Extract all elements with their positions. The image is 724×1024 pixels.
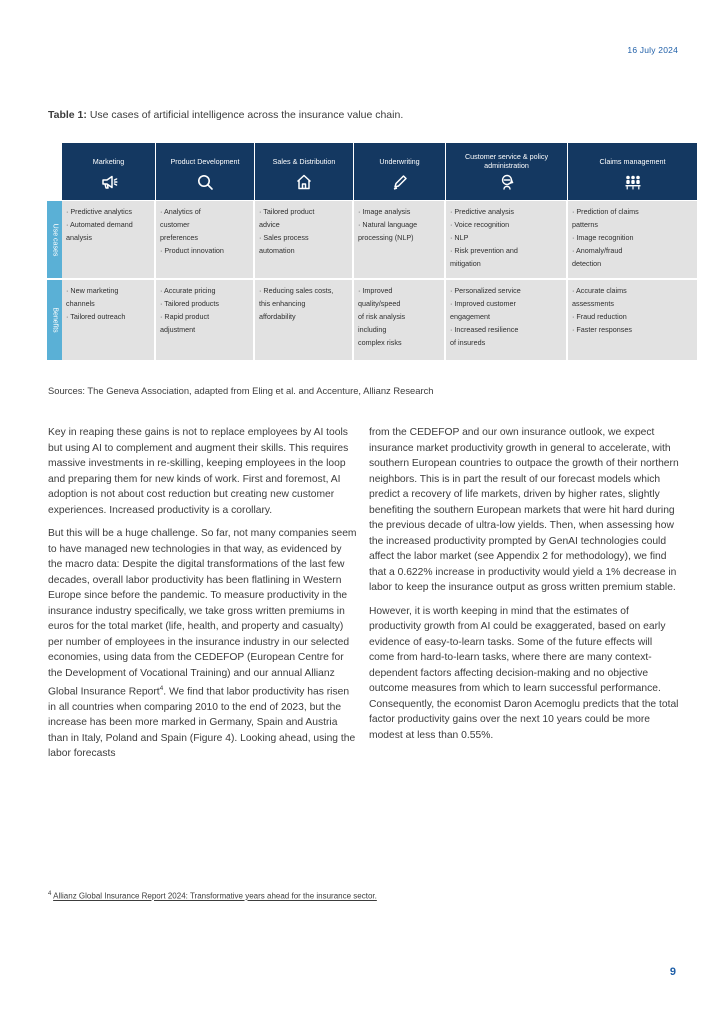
cell-line: · Accurate claims <box>572 286 627 295</box>
cell-line: · Fraud reduction <box>572 312 627 322</box>
benefits-cell-marketing <box>62 280 156 360</box>
cell-line: · Predictive analytics <box>66 207 132 216</box>
column-title: Marketing <box>92 156 125 166</box>
megaphone-icon <box>100 173 118 191</box>
cell-line: this enhancing <box>259 299 306 309</box>
cell-line: · Sales process <box>259 233 309 243</box>
cell-line: · Image analysis <box>358 207 411 216</box>
row-label-use-cases <box>47 201 62 278</box>
cell-line: · Tailored outreach <box>66 312 126 322</box>
cell-line: · Improved <box>358 286 393 295</box>
body-paragraph <box>48 526 358 762</box>
row-label-benefits-text: Benefits <box>51 307 58 333</box>
cell-line: · Faster responses <box>572 325 632 335</box>
cell-line: · Reducing sales costs, <box>259 286 334 295</box>
cell-line: · Risk prevention and <box>450 246 518 256</box>
use-cases-cell-marketing <box>62 201 156 278</box>
body-paragraph: However, it is worth keeping in mind that the estimates of productivity growth from AI could be exaggerated, based on early evidence of easy-to-learn tasks. Some of the future effects will come from hard-to-learn tasks, where there are many context-dependent factors affecting decision-making and no objective outcome measures from which to learn successful performance. Consequently, the economist Daron Acemoglu predicts that the total factor productivity gains over the next 10 years could be more modest at less than 0.55%. <box>369 605 679 741</box>
pen-icon <box>391 173 409 191</box>
cell-line: · Tailored products <box>160 299 219 309</box>
cell-line: · Improved customer <box>450 299 516 309</box>
row-label-use-cases-text: Use cases <box>51 223 58 256</box>
cell-line: channels <box>66 299 95 309</box>
column-header-marketing <box>62 143 156 200</box>
use-cases-row <box>62 201 697 278</box>
footnote-link[interactable]: Allianz Global Insurance Report 2024: Transformative years ahead for the insurance sector. <box>53 891 377 901</box>
table-caption-text: Use cases of artificial intelligence across the insurance value chain. <box>89 109 404 121</box>
cell-line: of risk analysis <box>358 312 406 322</box>
team-icon <box>624 173 642 191</box>
cell-line: · Increased resilience <box>450 325 519 335</box>
footnote-ref[interactable]: 4 <box>159 685 164 692</box>
cell-line: adjustment <box>160 325 196 335</box>
column-title: Product Development <box>170 156 240 166</box>
body-paragraph: from the CEDEFOP and our own insurance outlook, we expect insurance market productivity growth in general to accelerate, with southern European countries to outpace the growth of their northern neighbors. This is in part the result of our forecast models which predict a recovery of life markets, driven by higher rates, slightly benefiting the southern European markets that were hit hard during the previous decade of ultra-low yields. Then, when assessing how the increased productivity prompted by GenAI technologies could affect the labor market (see Appendix 2 for methodology), we find that a 0.622% increase in productivity would yield a 1% decrease in labor to keep the insurance output as gross written premium stable. <box>369 427 679 593</box>
cell-line: preferences <box>160 233 198 243</box>
home-icon <box>295 173 313 191</box>
row-label-benefits <box>47 280 62 360</box>
column-title: Claims management <box>599 156 666 166</box>
page-number: 9 <box>669 966 676 978</box>
cell-line: · Prediction of claims <box>572 207 639 216</box>
column-header-customer-service <box>446 143 568 200</box>
use-cases-cell-customer-service <box>446 201 568 278</box>
cell-line: · Product innovation <box>160 246 224 256</box>
cell-line: advice <box>259 220 280 230</box>
cell-line: analysis <box>66 233 92 243</box>
ai-use-cases-table <box>47 143 697 360</box>
body-paragraph-tail: . We find that labor productivity has risen in all countries when comparing 2010 to the end of 2023, but the increase has been more marked in Germany, Spain and Austria than in Italy, Poland and Spain (Figure 4). Looking ahead, using the labor forecasts <box>48 686 356 760</box>
cell-line: including <box>358 325 387 335</box>
column-header-claims-management <box>568 143 697 200</box>
benefits-cell-sales-distribution <box>255 280 354 360</box>
benefits-cell-customer-service <box>446 280 568 360</box>
search-icon <box>196 173 214 191</box>
benefits-cell-claims-management <box>568 280 697 360</box>
cell-line: · Natural language <box>358 220 418 230</box>
use-cases-cell-claims-management <box>568 201 697 278</box>
cell-line: · NLP <box>450 233 469 243</box>
footnote <box>48 891 377 901</box>
cell-line: · Predictive analysis <box>450 207 514 216</box>
column-title: Sales & Distribution <box>272 156 336 166</box>
benefits-row <box>62 280 697 360</box>
cell-line: complex risks <box>358 338 402 348</box>
benefits-cell-product-development <box>156 280 255 360</box>
cell-line: · Rapid product <box>160 312 210 322</box>
body-paragraph: Key in reaping these gains is not to replace employees by AI tools but using AI to complement and augment their skills. This requires massive investments in re-skilling, keeping employees in the loop and preparing them for new kinds of work. First and foremost, AI adoption is not about cost reduction but creating new customer experiences. Increased productivity is a corollary. <box>48 427 349 516</box>
use-cases-cell-sales-distribution <box>255 201 354 278</box>
cell-line: · Accurate pricing <box>160 286 216 295</box>
cell-line: detection <box>572 259 602 269</box>
cell-line: · Voice recognition <box>450 220 510 230</box>
cell-line: affordability <box>259 312 296 322</box>
column-title: Customer service & policy administration <box>464 152 549 170</box>
cell-line: quality/speed <box>358 299 401 309</box>
cell-line: automation <box>259 246 295 256</box>
cell-line: of insureds <box>450 338 486 348</box>
benefits-cell-underwriting <box>354 280 446 360</box>
cell-line: customer <box>160 220 190 230</box>
cell-line: assessments <box>572 299 614 309</box>
table-sources: Sources: The Geneva Association, adapted from Eling et al. and Accenture, Allianz Research <box>48 385 434 396</box>
report-date: 16 July 2024 <box>627 45 678 55</box>
cell-line: · Tailored product <box>259 207 315 216</box>
use-cases-cell-product-development <box>156 201 255 278</box>
table-caption-label: Table 1: <box>48 109 87 121</box>
column-header-sales-distribution <box>255 143 354 200</box>
footnote-number: 4 <box>48 891 52 897</box>
table-corner <box>47 143 62 200</box>
column-header-product-development <box>156 143 255 200</box>
use-cases-cell-underwriting <box>354 201 446 278</box>
column-header-underwriting <box>354 143 446 200</box>
table-caption <box>48 109 403 121</box>
cell-line: · Image recognition <box>572 233 634 243</box>
cell-line: processing (NLP) <box>358 233 414 243</box>
cell-line: · Anomaly/fraud <box>572 246 623 256</box>
cell-line: engagement <box>450 312 490 322</box>
cell-line: · Automated demand <box>66 220 133 230</box>
body-paragraph-text: But this will be a huge challenge. So far, not many companies seem to have managed new technologies in that way, as evidenced by the macro data: Despite the digital transformations of the last few decades, overall labor productivity has been flatlining in Western Europe since before the pandemic. To measure productivity in the insurance industry specifically, we take gross written premiums in euros for the total market (life, health, and property and casualty) per number of employees in the insurance industry in our selected economies, using data from the CEDEFOP (European Centre for the Development of Vocational Training) and our annual Allianz Global Insurance Report <box>48 528 357 698</box>
cell-line: patterns <box>572 220 598 230</box>
cell-line: mitigation <box>450 259 481 269</box>
cell-line: · Analytics of <box>160 207 201 216</box>
support-agent-icon <box>498 173 516 191</box>
body-column-right <box>369 425 679 751</box>
cell-line: · Personalized service <box>450 286 521 295</box>
body-column-left <box>48 425 358 770</box>
cell-line: · New marketing <box>66 286 119 295</box>
table-header-row <box>62 143 697 200</box>
column-title: Underwriting <box>379 156 420 166</box>
